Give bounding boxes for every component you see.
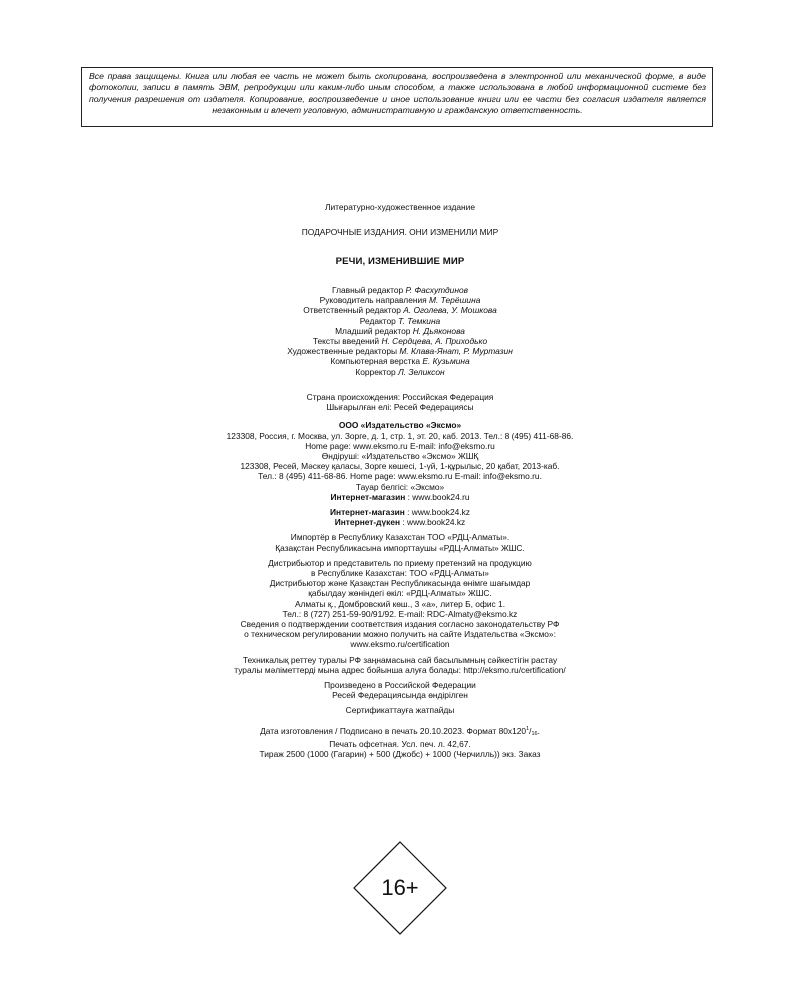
staff-role: Редактор — [359, 315, 399, 326]
shop-url: : www.book24.ru — [405, 491, 470, 502]
staff-name: М. Терёшина — [429, 295, 481, 306]
cert-note: Сертификаттауға жатпайды — [345, 705, 455, 716]
staff-role: Ответственный редактор — [303, 305, 404, 316]
staff-list — [0, 285, 800, 377]
age-rating-label: 16+ — [381, 875, 419, 900]
staff-line — [0, 356, 800, 366]
certification-kz-line: Техникалық реттеу туралы РФ заңнамасына сай басылымның сәйкестігін растау — [242, 654, 558, 665]
distributor-line: в Республике Казахстан: ТОО «РДЦ-Алматы» — [311, 568, 489, 579]
produced-line: Произведено в Российской Федерации — [324, 680, 476, 691]
staff-name: Р. Фасхутдинов — [405, 285, 468, 295]
certification-line: Сведения о подтверждении соответствия издания согласно законодательству РФ — [240, 619, 560, 630]
staff-name: Л. Зеликсон — [398, 366, 445, 377]
distributor-line: қабылдау жөніндегі өкіл: «РДЦ-Алматы» ЖШС. — [308, 588, 492, 599]
staff-role: Главный редактор — [332, 285, 406, 295]
produced-line: Ресей Федерациясында өндірілген — [332, 690, 468, 701]
publisher-kz-name: Өндіруші: «Издательство «Эксмо» ЖШҚ — [321, 451, 479, 462]
print-type: Печать офсетная. Усл. печ. л. 42,67. — [329, 738, 471, 749]
shop-line — [0, 517, 800, 527]
importer-line: Қазақстан Республикасына импорттаушы «РДЦ-Алматы» ЖШС. — [275, 542, 525, 553]
staff-role: Корректор — [355, 366, 399, 377]
staff-line — [0, 336, 800, 346]
shop-line — [0, 507, 800, 517]
distributor-line: Дистрибьютор және Қазақстан Республикасында өнімге шағымдар — [269, 578, 531, 589]
book-title: РЕЧИ, ИЗМЕНИВШИЕ МИР — [335, 256, 465, 267]
shop-line — [0, 492, 800, 502]
staff-role: Руководитель направления — [319, 295, 430, 306]
publisher-address: 123308, Россия, г. Москва, ул. Зорге, д. 1, стр. 1, эт. 20, каб. 2013. Тел.: 8 (495) 411-68-86. — [226, 430, 574, 441]
certification-line: о техническом регулировании можно получить на сайте Издательства «Эксмо»: — [244, 629, 556, 640]
format-numerator: 1 — [526, 725, 530, 732]
print-date: Дата изготовления / Подписано в печать 20.10.2023. Формат 80x120 — [260, 725, 527, 736]
edition-type: Литературно-художественное издание — [324, 202, 476, 212]
staff-line — [0, 285, 800, 295]
staff-line — [0, 295, 800, 305]
format-denominator: 16 — [531, 730, 538, 737]
origin-ru: Страна происхождения: Российская Федерация — [306, 392, 494, 402]
distributor-line: Тел.: 8 (727) 251-59-90/91/92. E-mail: RDC-Almaty@eksmo.kz — [282, 608, 518, 619]
publisher-web: Home page: www.eksmo.ru E-mail: info@eksmo.ru — [305, 440, 495, 451]
importer-line: Импортёр в Республику Казахстан ТОО «РДЦ-Алматы». — [290, 532, 510, 543]
publisher-kz-contacts: Тел.: 8 (495) 411-68-86. Home page: www.eksmo.ru E-mail: info@eksmo.ru. — [258, 471, 542, 482]
distributor-line: Дистрибьютор и представитель по приему претензий на продукцию — [268, 557, 532, 568]
staff-name: А. Оголева, У. Мошкова — [403, 305, 497, 316]
staff-role: Художественные редакторы — [287, 346, 400, 357]
rights-notice-box — [81, 67, 713, 127]
certification-line: www.eksmo.ru/certification — [350, 639, 450, 650]
shop-label: Интернет-дүкен — [334, 517, 401, 528]
staff-name: Е. Кузьмина — [422, 356, 470, 367]
staff-line — [0, 346, 800, 356]
shop-label: Интернет-магазин — [330, 507, 405, 518]
staff-name: Т. Темкина — [398, 315, 441, 326]
staff-role: Тексты введений — [312, 336, 382, 347]
rights-notice-text: Все права защищены. Книга или любая ее часть не может быть скопирована, воспроизведена в электронной или механической форме, в виде фотокопии, записи в память ЭВМ, репродукции или каким-либо иным способом, а также использована в любой информационной системе без получения разрешения от издателя. Копирование, воспроизведение и иное использование книги или ее части без согласия издателя является незаконным и влечет уголовную, административную и гражданскую ответственность. — [89, 71, 706, 115]
staff-line — [0, 367, 800, 377]
trademark: Тауар белгісі: «Эксмо» — [355, 481, 445, 492]
age-rating-badge — [352, 840, 448, 936]
certification-kz-line: туралы мәліметтерді мына адрес бойынша алуға болады: http://eksmo.ru/certification/ — [234, 664, 566, 675]
publisher-kz-address: 123308, Ресей, Мәскеу қаласы, Зорге көшесі, 1-үй, 1-құрылыс, 20 қабат, 2013-каб. — [240, 461, 560, 472]
shop-url: : www.book24.kz — [404, 507, 470, 518]
series-title: ПОДАРОЧНЫЕ ИЗДАНИЯ. ОНИ ИЗМЕНИЛИ МИР — [301, 227, 499, 237]
staff-name: Н. Сердцева, А. Приходько — [381, 336, 488, 347]
shop-label: Интернет-магазин — [330, 491, 406, 502]
staff-name: М. Клава-Янат, Р. Муртазин — [399, 346, 513, 357]
staff-role: Младший редактор — [335, 325, 413, 336]
imprint-block — [0, 392, 800, 759]
distributor-line: Алматы қ., Домбровский көш., 3 «а», литер Б, офис 1. — [294, 598, 506, 609]
publisher-name: ООО «Издательство «Эксмо» — [338, 420, 462, 431]
staff-name: Н. Дьяконова — [412, 325, 465, 336]
staff-line — [0, 305, 800, 315]
origin-kz: Шығарылған елі: Ресей Федерациясы — [326, 402, 474, 413]
staff-line — [0, 326, 800, 336]
staff-role: Компьютерная верстка — [330, 356, 423, 367]
print-date-format: Дата изготовления / Подписано в печать 20.10.2023. Формат $80x120^1/_{16}$. — [260, 725, 540, 737]
print-run: Тираж 2500 (1000 (Гагарин) + 500 (Джобс) + 1000 (Черчилль)) экз. Заказ — [259, 749, 541, 760]
staff-line — [0, 316, 800, 326]
shop-url: : www.book24.kz — [400, 517, 466, 528]
